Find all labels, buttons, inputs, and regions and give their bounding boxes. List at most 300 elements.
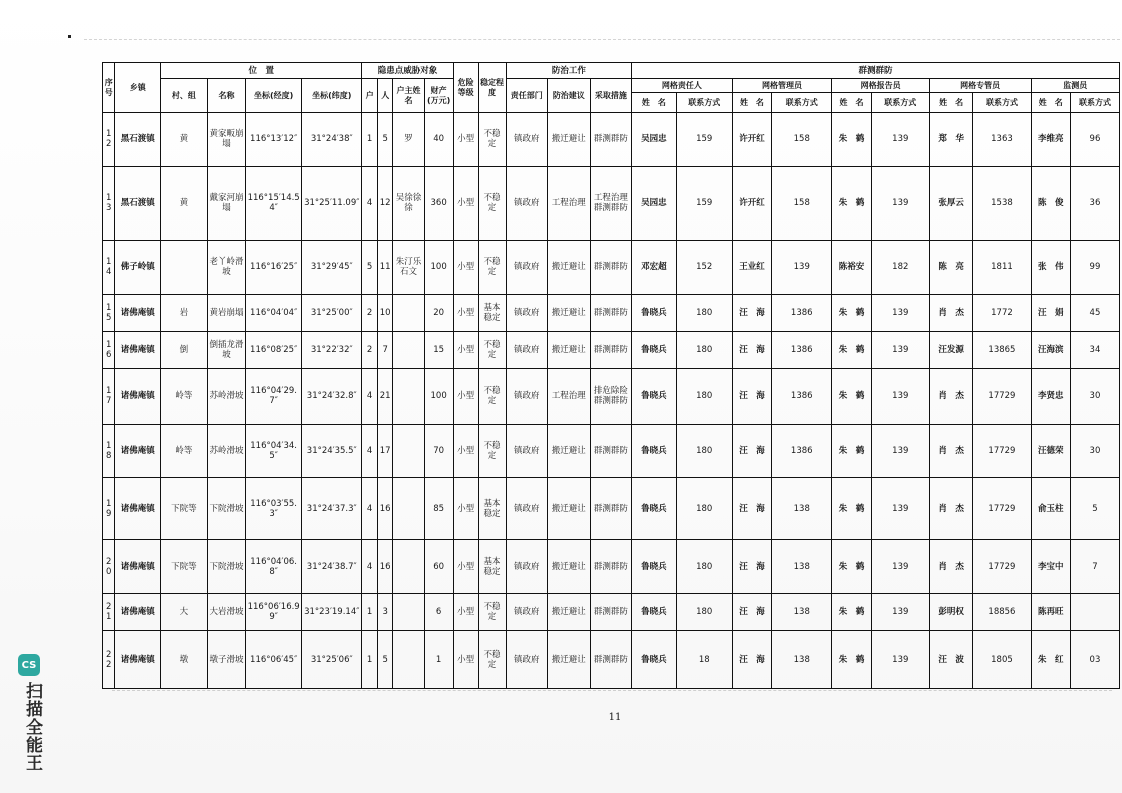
rep-contact-cell: 139 [871,478,929,540]
latitude-cell: 31°24′37.3″ [302,478,362,540]
property-cell: 40 [424,113,453,167]
mgr-name-cell: 汪 海 [732,593,771,630]
rep-contact-cell: 139 [871,540,929,594]
measure-cell: 排危除险群测群防 [590,368,632,424]
resp-name-cell: 吴园忠 [632,113,677,167]
table-row [103,593,1120,630]
longitude-cell: 116°04′04″ [246,294,302,331]
dept-cell: 镇政府 [506,478,548,540]
resp-contact-cell: 159 [676,113,732,167]
mgr-name-cell: 许开红 [732,166,771,240]
longitude-cell: 116°06′16.99″ [246,593,302,630]
row-number: 21 [103,593,115,630]
mgr-name-cell: 汪 海 [732,331,771,368]
households-cell: 4 [362,540,378,594]
people-cell: 16 [377,478,393,540]
spec-contact-cell: 1772 [973,294,1031,331]
col-owner: 户主姓名 [393,79,424,113]
monitor-name-cell: 李宝中 [1031,540,1070,594]
village-group-cell: 倒 [161,331,208,368]
danger-level-cell: 小型 [453,113,478,167]
suggestion-cell: 搬迁避让 [548,478,591,540]
danger-level-cell: 小型 [453,540,478,594]
suggestion-cell: 搬迁避让 [548,593,591,630]
col-name: 名称 [207,79,245,113]
township-cell: 诸佛庵镇 [115,331,161,368]
sub-name: 姓 名 [632,93,677,113]
danger-level-cell: 小型 [453,240,478,294]
danger-level-cell: 小型 [453,593,478,630]
col-grid-resp: 网格责任人 [632,79,733,93]
row-number: 15 [103,294,115,331]
dept-cell: 镇政府 [506,331,548,368]
suggestion-cell: 搬迁避让 [548,424,591,478]
resp-name-cell: 鲁晓兵 [632,294,677,331]
table-row [103,166,1120,240]
village-group-cell: 岭等 [161,424,208,478]
resp-contact-cell: 152 [676,240,732,294]
dept-cell: 镇政府 [506,240,548,294]
suggestion-cell: 搬迁避让 [548,113,591,167]
site-name-cell: 黄岩崩塌 [207,294,245,331]
sub-contact: 联系方式 [676,93,732,113]
rep-contact-cell: 139 [871,166,929,240]
measure-cell: 群测群防 [590,540,632,594]
resp-name-cell: 鲁晓兵 [632,368,677,424]
danger-level-cell: 小型 [453,631,478,689]
resp-contact-cell: 180 [676,540,732,594]
mgr-name-cell: 汪 海 [732,631,771,689]
village-group-cell [161,240,208,294]
site-name-cell: 戴家河崩塌 [207,166,245,240]
households-cell: 4 [362,368,378,424]
people-cell: 10 [377,294,393,331]
suggestion-cell: 搬迁避让 [548,240,591,294]
dept-cell: 镇政府 [506,631,548,689]
property-cell: 70 [424,424,453,478]
mgr-name-cell: 汪 海 [732,424,771,478]
monitor-contact-cell: 7 [1070,540,1119,594]
spec-contact-cell: 13865 [973,331,1031,368]
sub-name: 姓 名 [732,93,771,113]
latitude-cell: 31°22′32″ [302,331,362,368]
col-prevention: 防治工作 [506,63,632,79]
mgr-contact-cell: 139 [772,240,832,294]
monitor-contact-cell: 34 [1070,331,1119,368]
property-cell: 20 [424,294,453,331]
spec-name-cell: 郑 华 [929,113,973,167]
rep-name-cell: 朱 鹤 [832,478,871,540]
stability-cell: 基本稳定 [478,478,506,540]
row-number: 19 [103,478,115,540]
resp-contact-cell: 159 [676,166,732,240]
property-cell: 100 [424,368,453,424]
sub-name: 姓 名 [1031,93,1070,113]
people-cell: 11 [377,240,393,294]
people-cell: 5 [377,113,393,167]
site-name-cell: 下院滑坡 [207,478,245,540]
village-group-cell: 黄 [161,166,208,240]
hazard-table [102,62,1120,689]
col-village-group: 村、组 [161,79,208,113]
spec-name-cell: 彭明权 [929,593,973,630]
latitude-cell: 31°23′19.14″ [302,593,362,630]
site-name-cell: 倒插龙滑坡 [207,331,245,368]
mgr-contact-cell: 158 [772,166,832,240]
stability-cell: 基本稳定 [478,540,506,594]
col-monitor: 监测员 [1031,79,1120,93]
township-cell: 佛子岭镇 [115,240,161,294]
camscanner-brand-text: 扫描全能王 [22,682,42,772]
latitude-cell: 31°24′38″ [302,113,362,167]
monitor-name-cell: 陈 俊 [1031,166,1070,240]
row-number: 22 [103,631,115,689]
col-township: 乡镇 [115,63,161,113]
rep-name-cell: 朱 鹤 [832,424,871,478]
spec-contact-cell: 17729 [973,424,1031,478]
col-danger-level: 危险等级 [453,63,478,113]
rep-contact-cell: 139 [871,331,929,368]
village-group-cell: 墩 [161,631,208,689]
mgr-name-cell: 王业红 [732,240,771,294]
rep-contact-cell: 139 [871,424,929,478]
col-lon: 坐标(经度) [246,79,302,113]
stability-cell: 不稳定 [478,631,506,689]
owner-cell: 朱汀乐石文 [393,240,424,294]
col-suggestion: 防治建议 [548,79,591,113]
site-name-cell: 苏岭滑坡 [207,424,245,478]
township-cell: 诸佛庵镇 [115,424,161,478]
rep-name-cell: 朱 鹤 [832,540,871,594]
longitude-cell: 116°04′34.5″ [246,424,302,478]
monitor-name-cell: 汪德荣 [1031,424,1070,478]
spec-name-cell: 肖 杰 [929,478,973,540]
row-number: 13 [103,166,115,240]
measure-cell: 群测群防 [590,294,632,331]
row-number: 12 [103,113,115,167]
col-mass: 群测群防 [632,63,1120,79]
dept-cell: 镇政府 [506,540,548,594]
owner-cell [393,593,424,630]
township-cell: 黑石渡镇 [115,166,161,240]
row-number: 14 [103,240,115,294]
spec-name-cell: 汪发源 [929,331,973,368]
measure-cell: 群测群防 [590,593,632,630]
monitor-contact-cell [1070,593,1119,630]
longitude-cell: 116°04′06.8″ [246,540,302,594]
owner-cell: 罗 [393,113,424,167]
col-threat: 隐患点威胁对象 [362,63,453,79]
resp-contact-cell: 180 [676,424,732,478]
resp-name-cell: 鲁晓兵 [632,331,677,368]
danger-level-cell: 小型 [453,368,478,424]
township-cell: 诸佛庵镇 [115,593,161,630]
stability-cell: 不稳定 [478,166,506,240]
table-row [103,240,1120,294]
dept-cell: 镇政府 [506,593,548,630]
rep-name-cell: 朱 鹤 [832,631,871,689]
spec-name-cell: 汪 波 [929,631,973,689]
village-group-cell: 岩 [161,294,208,331]
sub-contact: 联系方式 [772,93,832,113]
danger-level-cell: 小型 [453,166,478,240]
spec-contact-cell: 1538 [973,166,1031,240]
mgr-contact-cell: 138 [772,540,832,594]
suggestion-cell: 工程治理 [548,166,591,240]
monitor-name-cell: 汪海滨 [1031,331,1070,368]
col-dept: 责任部门 [506,79,548,113]
resp-name-cell: 鲁晓兵 [632,593,677,630]
households-cell: 4 [362,478,378,540]
suggestion-cell: 搬迁避让 [548,331,591,368]
scanner-watermark [14,654,44,784]
property-cell: 85 [424,478,453,540]
spec-contact-cell: 1811 [973,240,1031,294]
spec-name-cell: 肖 杰 [929,294,973,331]
dept-cell: 镇政府 [506,166,548,240]
rep-contact-cell: 139 [871,368,929,424]
longitude-cell: 116°04′29.7″ [246,368,302,424]
stability-cell: 基本稳定 [478,294,506,331]
dept-cell: 镇政府 [506,368,548,424]
rep-name-cell: 朱 鹤 [832,593,871,630]
mgr-contact-cell: 158 [772,113,832,167]
mgr-contact-cell: 138 [772,631,832,689]
measure-cell: 群测群防 [590,631,632,689]
latitude-cell: 31°25′00″ [302,294,362,331]
latitude-cell: 31°24′38.7″ [302,540,362,594]
owner-cell [393,540,424,594]
monitor-contact-cell: 96 [1070,113,1119,167]
spec-name-cell: 肖 杰 [929,424,973,478]
owner-cell [393,424,424,478]
resp-contact-cell: 180 [676,478,732,540]
owner-cell [393,478,424,540]
property-cell: 15 [424,331,453,368]
households-cell: 4 [362,166,378,240]
monitor-contact-cell: 30 [1070,368,1119,424]
dept-cell: 镇政府 [506,294,548,331]
property-cell: 1 [424,631,453,689]
dept-cell: 镇政府 [506,424,548,478]
mgr-contact-cell: 1386 [772,331,832,368]
people-cell: 21 [377,368,393,424]
owner-cell: 吴徐徐徐 [393,166,424,240]
spec-contact-cell: 17729 [973,478,1031,540]
site-name-cell: 黄家畈崩塌 [207,113,245,167]
measure-cell: 群测群防 [590,331,632,368]
owner-cell [393,368,424,424]
rep-name-cell: 朱 鹤 [832,368,871,424]
resp-name-cell: 吴园忠 [632,166,677,240]
site-name-cell: 墩子滑坡 [207,631,245,689]
spec-name-cell: 张厚云 [929,166,973,240]
monitor-contact-cell: 03 [1070,631,1119,689]
mgr-contact-cell: 1386 [772,368,832,424]
table-row [103,478,1120,540]
resp-contact-cell: 180 [676,593,732,630]
table-row [103,331,1120,368]
col-people: 人 [377,79,393,113]
village-group-cell: 大 [161,593,208,630]
resp-name-cell: 鲁晓兵 [632,424,677,478]
property-cell: 60 [424,540,453,594]
spec-name-cell: 陈 亮 [929,240,973,294]
people-cell: 16 [377,540,393,594]
people-cell: 3 [377,593,393,630]
monitor-name-cell: 陈再旺 [1031,593,1070,630]
monitor-contact-cell: 36 [1070,166,1119,240]
spec-name-cell: 肖 杰 [929,540,973,594]
row-number: 17 [103,368,115,424]
measure-cell: 群测群防 [590,240,632,294]
spec-contact-cell: 1363 [973,113,1031,167]
households-cell: 1 [362,113,378,167]
row-number: 18 [103,424,115,478]
spec-contact-cell: 18856 [973,593,1031,630]
suggestion-cell: 工程治理 [548,368,591,424]
measure-cell: 群测群防 [590,424,632,478]
spec-contact-cell: 1805 [973,631,1031,689]
households-cell: 1 [362,593,378,630]
property-cell: 360 [424,166,453,240]
monitor-name-cell: 李贤忠 [1031,368,1070,424]
measure-cell: 群测群防 [590,113,632,167]
table-row [103,113,1120,167]
rep-contact-cell: 139 [871,593,929,630]
site-name-cell: 下院滑坡 [207,540,245,594]
longitude-cell: 116°08′25″ [246,331,302,368]
latitude-cell: 31°25′06″ [302,631,362,689]
col-grid-spec: 网格专管员 [929,79,1031,93]
resp-contact-cell: 18 [676,631,732,689]
monitor-name-cell: 汪 娟 [1031,294,1070,331]
resp-contact-cell: 180 [676,294,732,331]
table-row [103,540,1120,594]
households-cell: 1 [362,631,378,689]
latitude-cell: 31°29′45″ [302,240,362,294]
resp-name-cell: 鲁晓兵 [632,478,677,540]
sub-name: 姓 名 [832,93,871,113]
measure-cell: 群测群防 [590,478,632,540]
danger-level-cell: 小型 [453,331,478,368]
sub-name: 姓 名 [929,93,973,113]
village-group-cell: 黄 [161,113,208,167]
township-cell: 黑石渡镇 [115,113,161,167]
row-number: 20 [103,540,115,594]
owner-cell [393,331,424,368]
table-row [103,424,1120,478]
col-stability: 稳定程度 [478,63,506,113]
property-cell: 6 [424,593,453,630]
col-grid-rep: 网格报告员 [832,79,930,93]
col-measure: 采取措施 [590,79,632,113]
latitude-cell: 31°24′35.5″ [302,424,362,478]
measure-cell: 工程治理群测群防 [590,166,632,240]
owner-cell [393,631,424,689]
village-group-cell: 岭等 [161,368,208,424]
camscanner-logo-icon: CS [18,654,40,676]
bleed-through-line [84,39,1120,41]
households-cell: 4 [362,424,378,478]
resp-name-cell: 鲁晓兵 [632,540,677,594]
sub-contact: 联系方式 [871,93,929,113]
scan-speck [68,35,71,38]
households-cell: 2 [362,294,378,331]
table-row [103,294,1120,331]
spec-name-cell: 肖 杰 [929,368,973,424]
rep-name-cell: 陈裕安 [832,240,871,294]
monitor-name-cell: 俞玉柱 [1031,478,1070,540]
mgr-contact-cell: 1386 [772,424,832,478]
stability-cell: 不稳定 [478,424,506,478]
latitude-cell: 31°24′32.8″ [302,368,362,424]
mgr-contact-cell: 138 [772,478,832,540]
owner-cell [393,294,424,331]
row-number: 16 [103,331,115,368]
property-cell: 100 [424,240,453,294]
site-name-cell: 老丫岭滑坡 [207,240,245,294]
township-cell: 诸佛庵镇 [115,368,161,424]
rep-name-cell: 朱 鹤 [832,166,871,240]
site-name-cell: 大岩滑坡 [207,593,245,630]
mgr-name-cell: 汪 海 [732,540,771,594]
monitor-name-cell: 朱 红 [1031,631,1070,689]
rep-contact-cell: 139 [871,113,929,167]
households-cell: 2 [362,331,378,368]
suggestion-cell: 搬迁避让 [548,540,591,594]
monitor-contact-cell: 45 [1070,294,1119,331]
table-body [103,113,1120,689]
rep-contact-cell: 139 [871,631,929,689]
resp-contact-cell: 180 [676,331,732,368]
stability-cell: 不稳定 [478,240,506,294]
rep-name-cell: 朱 鹤 [832,331,871,368]
mgr-contact-cell: 1386 [772,294,832,331]
stability-cell: 不稳定 [478,593,506,630]
mgr-name-cell: 许开红 [732,113,771,167]
township-cell: 诸佛庵镇 [115,294,161,331]
village-group-cell: 下院等 [161,540,208,594]
col-property: 财产(万元) [424,79,453,113]
people-cell: 7 [377,331,393,368]
danger-level-cell: 小型 [453,424,478,478]
stability-cell: 不稳定 [478,331,506,368]
households-cell: 5 [362,240,378,294]
site-name-cell: 苏岭滑坡 [207,368,245,424]
township-cell: 诸佛庵镇 [115,540,161,594]
col-seq: 序号 [103,63,115,113]
people-cell: 12 [377,166,393,240]
rep-name-cell: 朱 鹤 [832,294,871,331]
page-number: 11 [608,712,622,723]
longitude-cell: 116°06′45″ [246,631,302,689]
township-cell: 诸佛庵镇 [115,631,161,689]
danger-level-cell: 小型 [453,294,478,331]
township-cell: 诸佛庵镇 [115,478,161,540]
col-location: 位 置 [161,63,362,79]
longitude-cell: 116°13′12″ [246,113,302,167]
rep-name-cell: 朱 鹤 [832,113,871,167]
suggestion-cell: 搬迁避让 [548,294,591,331]
table-row [103,631,1120,689]
rep-contact-cell: 139 [871,294,929,331]
longitude-cell: 116°15′14.54″ [246,166,302,240]
monitor-contact-cell: 30 [1070,424,1119,478]
spec-contact-cell: 17729 [973,540,1031,594]
longitude-cell: 116°16′25″ [246,240,302,294]
resp-contact-cell: 180 [676,368,732,424]
